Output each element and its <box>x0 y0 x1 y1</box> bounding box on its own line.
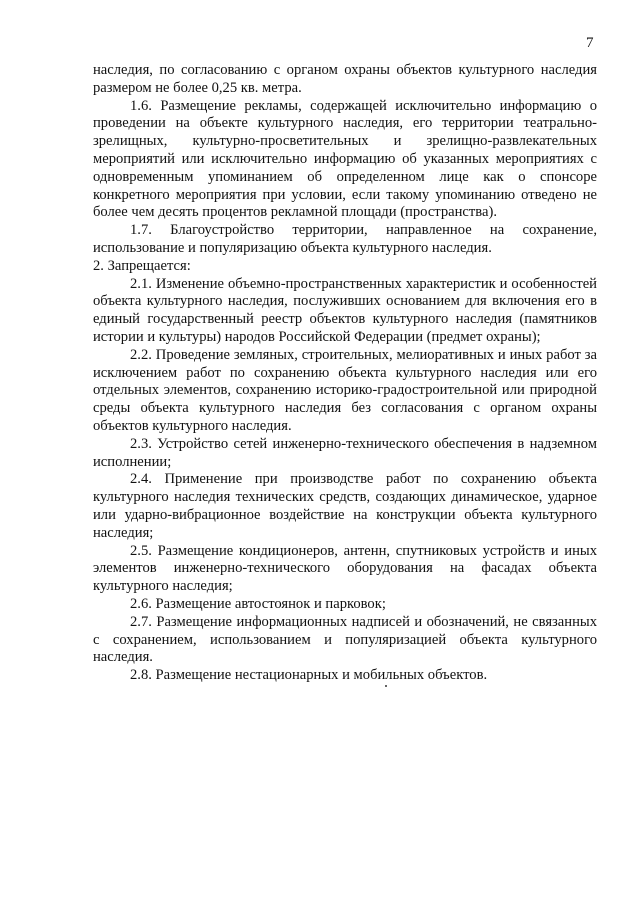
paragraph-2-6: 2.6. Размещение автостоянок и парковок; <box>130 595 386 612</box>
paragraph-2-4: 2.4. Применение при производстве работ по сохранению объекта культурного наследия технических средств, создающих динамическое, ударное или ударно-вибрационное воздействие на конструкции объекта культурного наследия; <box>93 471 597 541</box>
paragraph-2-1: 2.1. Изменение объемно-пространственных характеристик и особенностей объекта культурного наследия, послуживших основанием для включения его в единый государственный реестр объектов культурного наследия (памятников истории и культуры) народов Российской Федерации (предмет охраны); <box>93 275 597 345</box>
paragraph-1-7: 1.7. Благоустройство территории, направленное на сохранение, использование и популяризацию объекта культурного наследия. <box>93 222 597 256</box>
paragraph-2-5: 2.5. Размещение кондиционеров, антенн, спутниковых устройств и иных элементов инженерно-технического оборудования на фасадах объекта культурного наследия; <box>93 542 597 595</box>
paragraph-2-7: 2.7. Размещение информационных надписей и обозначений, не связанных с сохранением, использованием и популяризацией объекта культурного наследия. <box>93 613 597 666</box>
paragraph-2-2: 2.2. Проведение земляных, строительных, мелиоративных и иных работ за исключением работ по сохранению объекта культурного наследия или его отдельных элементов, сохранению историко-градостроительной или природной среды объекта культурного наследия без согласования с органом охраны объектов культурного наследия. <box>93 346 597 434</box>
paragraph-2-3: 2.3. Устройство сетей инженерно-технического обеспечения в надземном исполнении; <box>93 435 597 470</box>
scan-speck <box>385 685 387 687</box>
section-heading-prohibited: 2. Запрещается: <box>93 257 191 274</box>
paragraph-1-6: 1.6. Размещение рекламы, содержащей исключительно информацию о проведении на объекте культурного наследия, его территории театрально-зрелищных, культурно-просветительных и зрелищно-развлекательных мероприятий или исключительно информацию об указанных мероприятиях с одновременным упоминанием об определенном лице как о спонсоре конкретного мероприятия при условии, если такому упоминанию отведено не более чем десять процентов рекламной площади (пространства). <box>93 97 597 221</box>
document-body <box>93 62 597 685</box>
paragraph-continuation: наследия, по согласованию с органом охраны объектов культурного наследия размером не более 0,25 кв. метра. <box>93 62 597 96</box>
paragraph-2-8: 2.8. Размещение нестационарных и мобильных объектов. <box>130 667 488 684</box>
page-number: 7 <box>586 35 594 51</box>
